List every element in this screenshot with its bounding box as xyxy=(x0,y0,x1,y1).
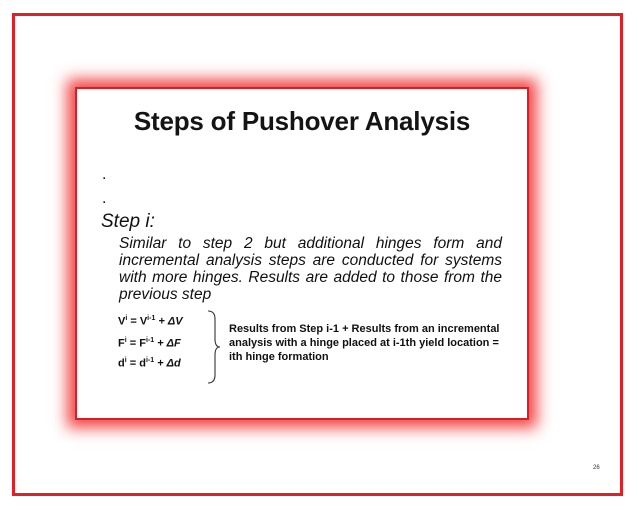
result-explanation: Results from Step i-1 + Results from an incremental analysis with a hinge placed at i-1th yield location = ith hinge formation xyxy=(229,323,500,363)
page-number: 26 xyxy=(593,465,600,471)
equation-force: $F^i = F^{i-1} + \Delta F$ xyxy=(118,337,181,350)
bullet-dot: . xyxy=(102,166,107,183)
equation-displacement: $d^i = d^{i-1} + \Delta d$ xyxy=(118,357,181,370)
bullet-dot: . xyxy=(102,190,107,207)
step-description: Similar to step 2 but additional hinges form and incremental analysis steps are conducted for systems with more hinges. Results are added to those from the previous step xyxy=(119,235,502,303)
equation-shear: $V^i = V^{i-1} + \Delta V$ xyxy=(118,315,183,328)
curly-brace-icon xyxy=(205,309,221,385)
step-heading: Step i: xyxy=(101,211,155,232)
slide-title: Steps of Pushover Analysis xyxy=(133,106,471,136)
